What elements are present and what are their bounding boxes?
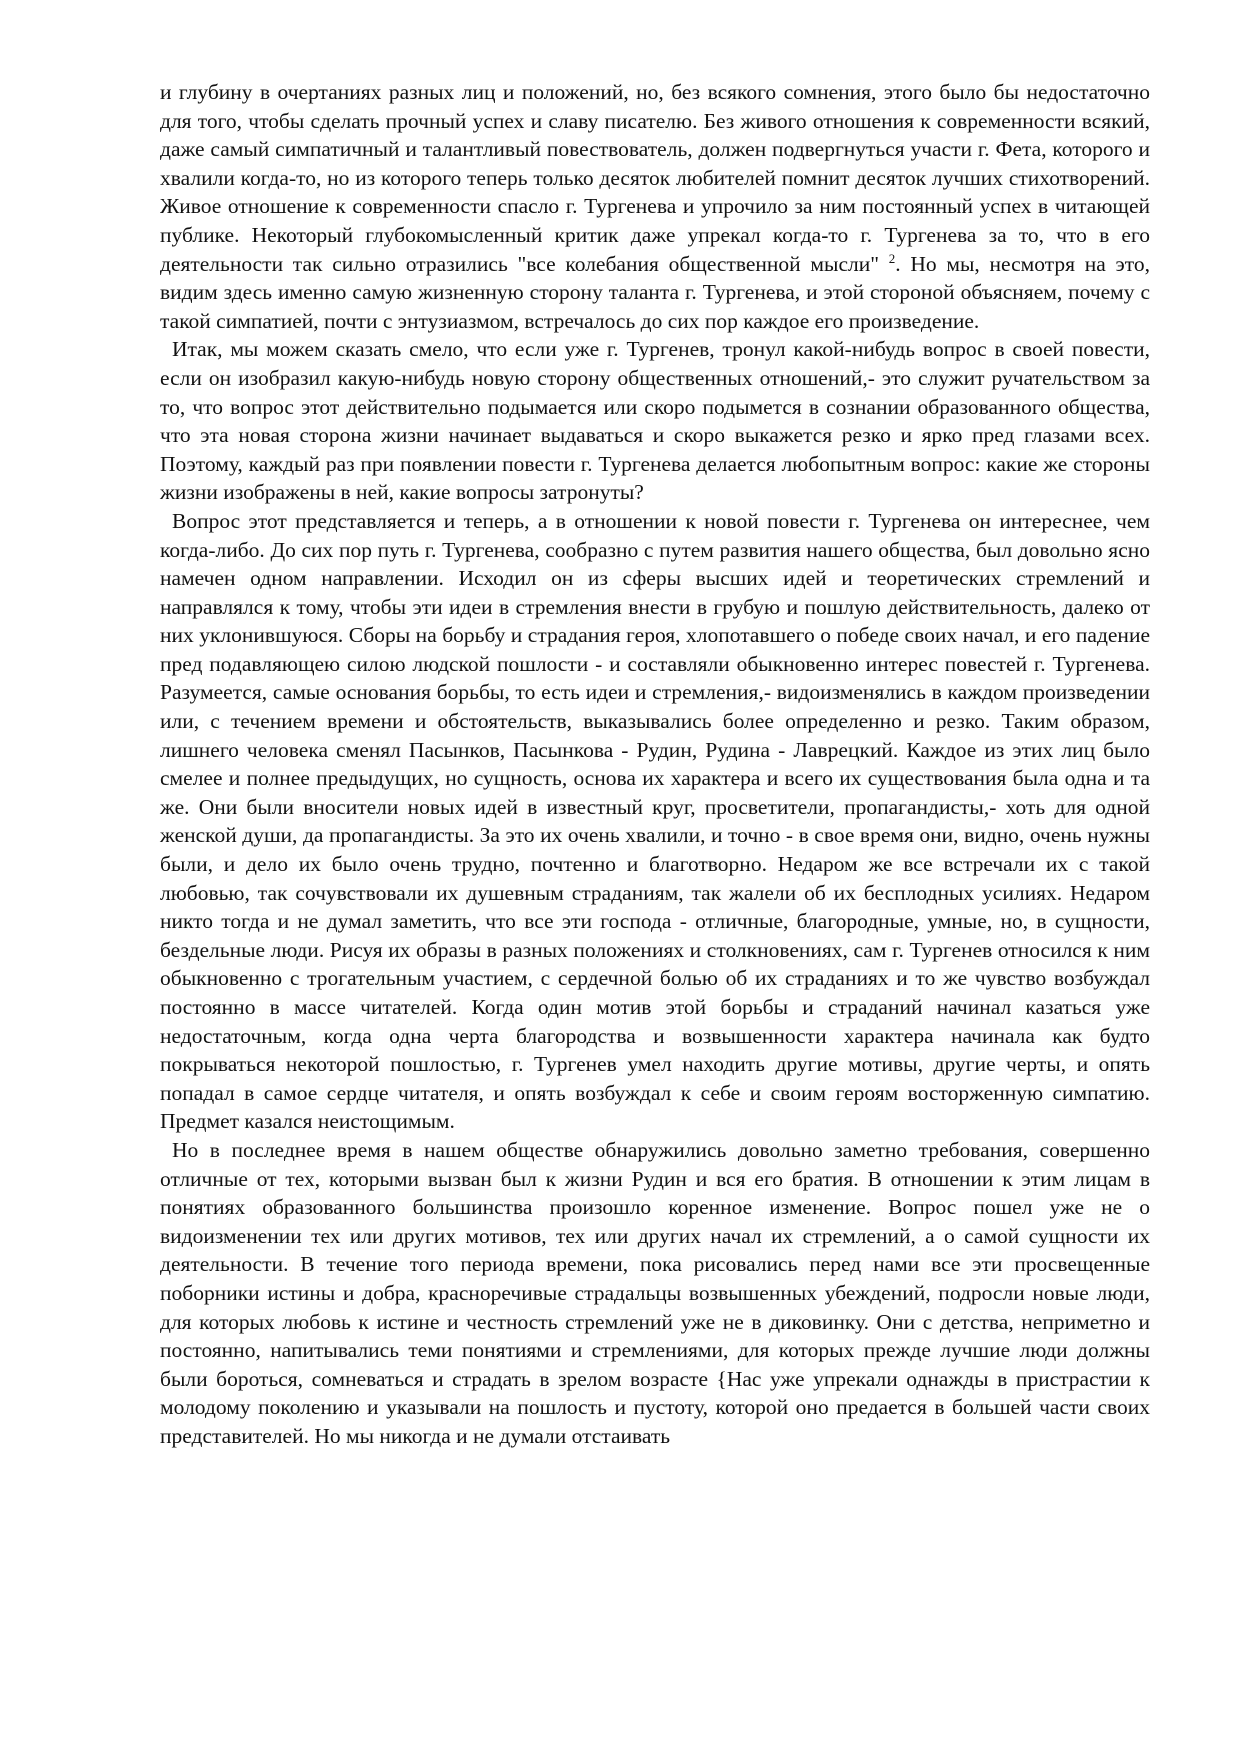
footnote-ref: 2 [888, 250, 896, 266]
paragraph-3: Вопрос этот представляется и теперь, а в отношении к новой повести г. Тургенева он интереснее, чем когда-либо. До сих пор путь г. Тургенева, сообразно с путем развития нашего общества, был довольно ясно намечен одном направлении. Исходил он из сферы высших идей и теоретических стремлений и направлялся к тому, чтобы эти идеи в стремления внести в грубую и пошлую действительность, далеко от них уклонившуюся. Сборы на борьбу и страдания героя, хлопотавшего о победе своих начал, и его падение пред подавляющею силою людской пошлости - и составляли обыкновенно интерес повестей г. Тургенева. Разумеется, самые основания борьбы, то есть идеи и стремления,- видоизменялись в каждом произведении или, с течением времени и обстоятельств, выказывались более определенно и резко. Таким образом, лишнего человека сменял Пасынков, Пасынкова - Рудин, Рудина - Лаврецкий. Каждое из этих лиц было смелее и полнее предыдущих, но сущность, основа их характера и всего их существования была одна и та же. Они были вносители новых идей в известный круг, просветители, пропагандисты,- хоть для одной женской души, да пропагандисты. За это их очень хвалили, и точно - в свое время они, видно, очень нужны были, и дело их было очень трудно, почтенно и благотворно. Недаром же все встречали их с такой любовью, так сочувствовали их душевным страданиям, так жалели об их бесплодных усилиях. Недаром никто тогда и не думал заметить, что все эти господа - отличные, благородные, умные, но, в сущности, бездельные люди. Рисуя их образы в разных положениях и столкновениях, сам г. Тургенев относился к ним обыкновенно с трогательным участием, с сердечной болью об их страданиях и то же чувство возбуждал постоянно в массе читателей. Когда один мотив этой борьбы и страданий начинал казаться уже недостаточным, когда одна черта благородства и возвышенности характера начинала как будто покрываться некоторой пошлостью, г. Тургенев умел находить другие мотивы, другие черты, и опять попадал в самое сердце читателя, и опять возбуждал к себе и своим героям восторженную симпатию. Предмет казался неистощимым. [160, 508, 1150, 1134]
paragraph-1-text-a: и глубину в очертаниях разных лиц и положений, но, без всякого сомнения, этого было бы недостаточно для того, чтобы сделать прочный успех и славу писателю. Без живого отношения к современности всякий, даже самый симпатичный и талантливый повествователь, должен подвергнуться участи г. Фета, которого и хвалили когда-то, но из которого теперь только десяток любителей помнит десяток лучших стихотворений. Живое отношение к современности спасло г. Тургенева и упрочило за ним постоянный успех в читающей публике. Некоторый глубокомысленный критик даже упрекал когда-то г. Тургенева за то, что в его деятельности так сильно отразились "все колебания общественной мысли" [160, 80, 1150, 276]
paragraph-4: Но в последнее время в нашем обществе обнаружились довольно заметно требования, совершенно отличные от тех, которыми вызван был к жизни Рудин и вся его братия. В отношении к этим лицам в понятиях образованного большинства произошло коренное изменение. Вопрос пошел уже не о видоизменении тех или других мотивов, тех или других начал их стремлений, а о самой сущности их деятельности. В течение того периода времени, пока рисовались перед нами все эти просвещенные поборники истины и добра, красноречивые страдальцы возвышенных убеждений, подросли новые люди, для которых любовь к истине и честность стремлений уже не в диковинку. Они с детства, неприметно и постоянно, напитывались теми понятиями и стремлениями, для которых прежде лучшие люди должны были бороться, сомневаться и страдать в зрелом возрасте {Нас уже упрекали однажды в пристрастии к молодому поколению и указывали на пошлость и пустоту, которой оно предается в большей части своих представителей. Но мы никогда и не думали отстаивать [160, 1137, 1150, 1448]
paragraph-2: Итак, мы можем сказать смело, что если уже г. Тургенев, тронул какой-нибудь вопрос в своей повести, если он изобразил какую-нибудь новую сторону общественных отношений,- это служит ручательством за то, что вопрос этот действительно подымается или скоро подымется в сознании образованного общества, что эта новая сторона жизни начинает выдаваться и скоро выкажется резко и ярко пред глазами всех. Поэтому, каждый раз при появлении повести г. Тургенева делается любопытным вопрос: какие же стороны жизни изображены в ней, какие вопросы затронуты? [160, 337, 1150, 505]
document-page [160, 78, 1150, 1451]
paragraph-1-text-b: . Но мы, несмотря на это, видим здесь именно самую жизненную сторону таланта г. Тургенева, и этой стороной объясняем, почему с такой симпатией, почти с энтузиазмом, встречалось до сих пор каждое его произведение. [160, 251, 1150, 333]
paragraph-1 [160, 78, 1150, 335]
